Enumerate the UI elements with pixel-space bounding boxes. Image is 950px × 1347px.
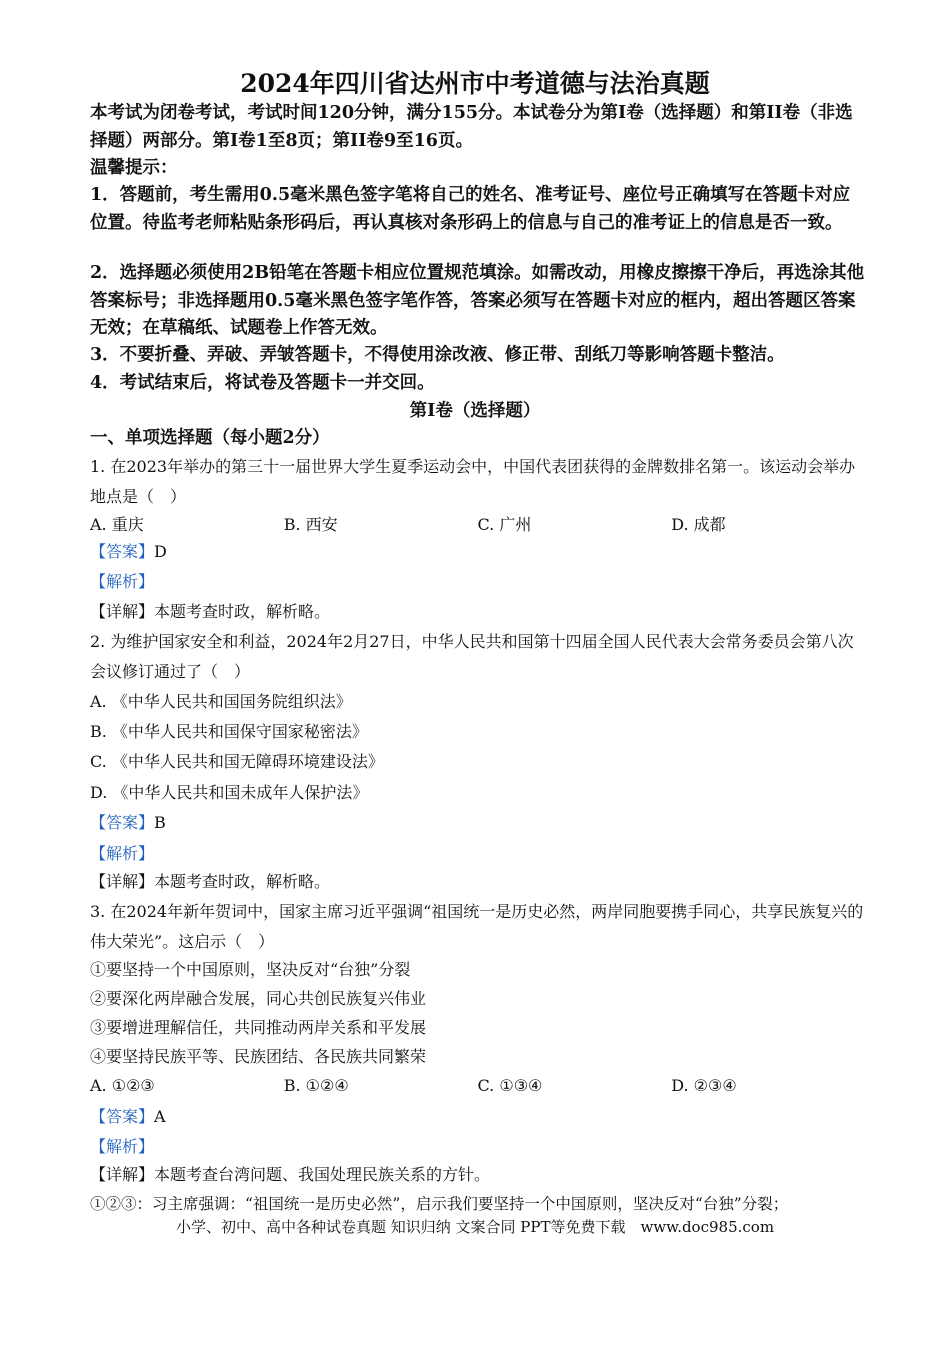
q2-answer: [90, 813, 865, 833]
detail-label: 【详解】: [90, 872, 155, 891]
q3-stem: 3. 在2024年新年贺词中，国家主席习近平强调“祖国统一是历史必然，两岸同胞要携手同心，共享民族复兴的伟大荣光”。这启示（ ）: [90, 902, 864, 951]
answer-label: 【答案】: [90, 813, 155, 832]
q1-stem: 1. 在2023年举办的第三十一届世界大学生夏季运动会中，中国代表团获得的金牌数排名第一。该运动会举办地点是（ ）: [90, 457, 856, 506]
q1-option-d: D. 成都: [671, 515, 726, 534]
q2-option-d: D. 《中华人民共和国未成年人保护法》: [90, 783, 369, 802]
answer-label: 【答案】: [90, 1107, 155, 1126]
q1-detail-text: 本题考查时政，解析略。: [154, 602, 331, 621]
detail-label: 【详解】: [90, 602, 155, 621]
q1-detail: [90, 602, 865, 622]
part-title: 一、单项选择题（每小题2分）: [90, 428, 330, 448]
q3-explain: ①②③：习主席强调：“祖国统一是历史必然”，启示我们要坚持一个中国原则，坚决反对“台独”分裂；: [90, 1195, 789, 1213]
q3-option-c: C. ①③④: [477, 1076, 543, 1095]
page-footer: 小学、初中、高中各种试卷真题 知识归纳 文案合同 PPT等免费下载 www.doc985.com: [175, 1218, 775, 1236]
q1-option-c: C. 广州: [477, 515, 532, 534]
page-title: 2024年四川省达州市中考道德与法治真题: [240, 69, 710, 98]
q1-options: [90, 512, 865, 535]
q3-option-b: B. ①②④: [283, 1076, 349, 1095]
answer-label: 【答案】: [90, 542, 155, 561]
q2-detail-text: 本题考查时政，解析略。: [154, 872, 331, 891]
q2-detail: [90, 872, 865, 892]
q3-option-d: D. ②③④: [671, 1076, 737, 1095]
q3-detail-text: 本题考查台湾问题、我国处理民族关系的方针。: [154, 1165, 491, 1184]
q2-option-c: C. 《中华人民共和国无障碍环境建设法》: [90, 752, 384, 771]
q2-stem: 2. 为维护国家安全和利益，2024年2月27日，中华人民共和国第十四届全国人民代表大会常务委员会第八次会议修订通过了（ ）: [90, 632, 854, 681]
q2-option-b: B. 《中华人民共和国保守国家秘密法》: [90, 722, 368, 741]
q3-analysis-label: 【解析】: [90, 1137, 155, 1156]
q2-analysis-label: 【解析】: [90, 844, 155, 863]
q1-analysis-label: 【解析】: [90, 572, 155, 591]
q2-option-a: A. 《中华人民共和国国务院组织法》: [90, 692, 352, 711]
q3-options: [90, 1076, 865, 1095]
q3-statement-4: ④要坚持民族平等、民族团结、各民族共同繁荣: [90, 1047, 427, 1066]
q1-answer: [90, 542, 865, 562]
q3-statement-2: ②要深化两岸融合发展，同心共创民族复兴伟业: [90, 989, 427, 1008]
q1-option-a: A. 重庆: [90, 515, 144, 534]
exam-intro: 本考试为闭卷考试，考试时间120分钟，满分155分。本试卷分为第I卷（选择题）和第II卷（非选择题）两部分。第I卷1至8页；第II卷9至16页。: [90, 103, 853, 151]
section-title: 第Ⅰ卷（选择题）: [409, 401, 541, 421]
q3-statement-1: ①要坚持一个中国原则，坚决反对“台独”分裂: [90, 960, 411, 979]
tip-1: 1．答题前，考生需用0.5毫米黑色签字笔将自己的姓名、准考证号、座位号正确填写在答题卡对应位置。待监考老师粘贴条形码后，再认真核对条形码上的信息与自己的准考证上的信息是否一致。: [90, 185, 851, 233]
q3-detail: [90, 1165, 865, 1185]
q3-statement-3: ③要增进理解信任，共同推动两岸关系和平发展: [90, 1018, 427, 1037]
tips-heading: 温馨提示：: [90, 158, 178, 178]
tip-4: 4．考试结束后，将试卷及答题卡一并交回。: [90, 373, 435, 393]
tip-2: 2．选择题必须使用2B铅笔在答题卡相应位置规范填涂。如需改动，用橡皮擦擦干净后，再选涂其他答案标号；非选择题用0.5毫米黑色签字笔作答，答案必须写在答题卡对应的框内，超出答题区答案无效；在草稿纸、试题卷上作答无效。: [90, 263, 865, 338]
q1-option-b: B. 西安: [283, 515, 338, 534]
tip-3: 3．不要折叠、弄破、弄皱答题卡，不得使用涂改液、修正带、刮纸刀等影响答题卡整洁。: [90, 345, 785, 365]
q3-answer-value: A: [154, 1107, 166, 1126]
q3-option-a: A. ①②③: [90, 1076, 155, 1095]
detail-label: 【详解】: [90, 1165, 155, 1184]
q1-answer-value: D: [154, 542, 167, 561]
q2-answer-value: B: [154, 813, 166, 832]
q3-answer: [90, 1107, 865, 1127]
